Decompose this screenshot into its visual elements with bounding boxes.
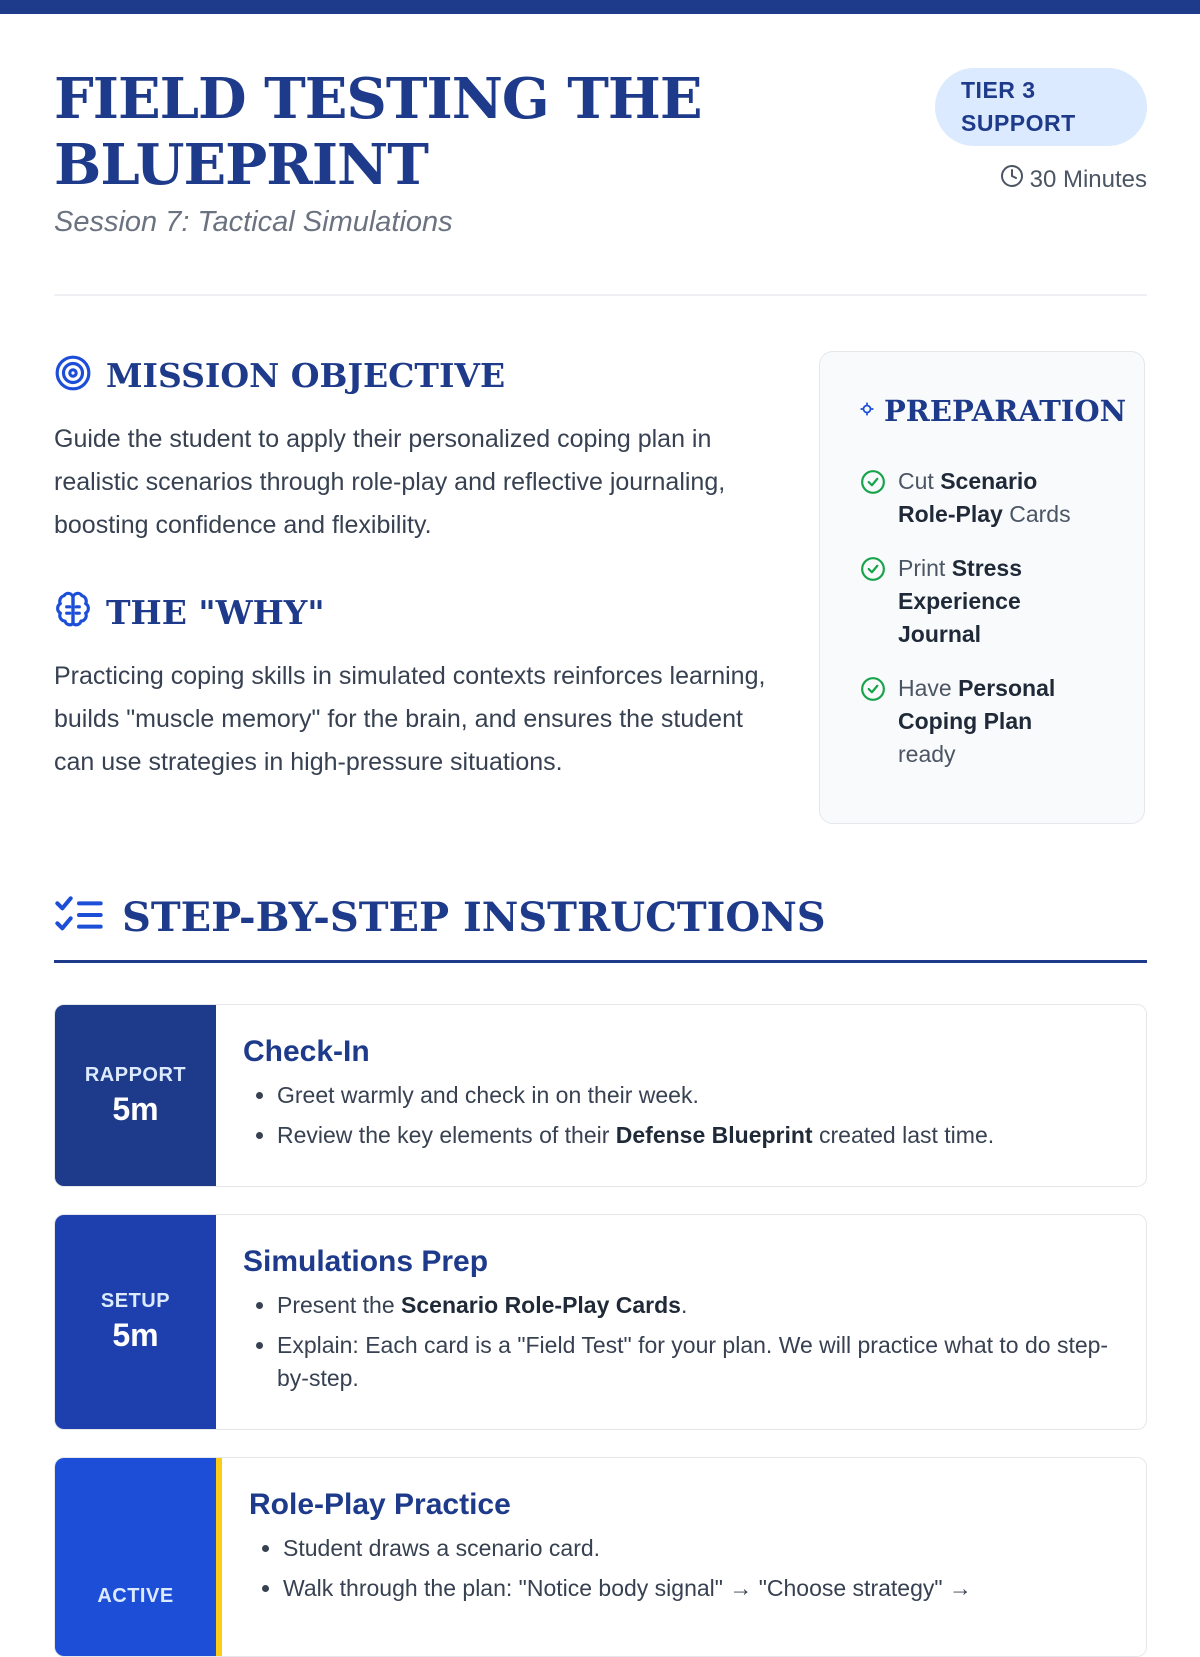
step-content <box>243 1035 1126 1159</box>
checklist-icon <box>54 895 104 940</box>
step-bullet: • Present the Scenario Role-Play Cards. <box>277 1289 1126 1322</box>
step-bullet: • Greet warmly and check in on their week. <box>277 1079 1126 1112</box>
steps-heading-text: STEP-BY-STEP INSTRUCTIONS <box>122 894 826 941</box>
active-step-accent <box>216 1458 222 1656</box>
duration-text: 30 Minutes <box>1029 165 1147 193</box>
preparation-card <box>819 351 1145 824</box>
step-title: Simulations Prep <box>243 1245 489 1278</box>
prep-item-text: Have Personal Coping Plan ready <box>898 675 1056 767</box>
page-title: FIELD TESTING THE BLUEPRINT <box>54 66 702 198</box>
brain-icon <box>54 591 92 634</box>
step-phase-label: RAPPORT <box>84 1063 187 1086</box>
step-bullet: • Review the key elements of their Defense Blueprint created last time. <box>277 1119 1126 1152</box>
step-bullet-list <box>249 1532 1126 1605</box>
top-accent-bar <box>0 0 1200 14</box>
step-bullet-list <box>243 1289 1126 1395</box>
step-phase-block <box>55 1215 216 1429</box>
step-phase-block <box>55 1005 216 1186</box>
steps-heading-rule <box>54 960 1147 963</box>
step-bullet: • Explain: Each card is a "Field Test" for your plan. We will practice what to do step-by-step. <box>277 1329 1126 1395</box>
tier-badge: TIER 3 SUPPORT <box>935 68 1147 146</box>
step-phase-block <box>55 1458 216 1656</box>
step-phase-label: ACTIVE <box>97 1584 174 1607</box>
preparation-heading <box>860 394 1126 428</box>
check-circle-icon <box>860 465 886 531</box>
why-text: Practicing coping skills in simulated contexts reinforces learning, builds "muscle memory" for the brain, and ensures the student can use strategies in high-pressure situations. <box>54 662 766 776</box>
step-card-active <box>54 1457 1147 1657</box>
step-bullet: • Student draws a scenario card. <box>283 1532 1126 1565</box>
step-card-rapport <box>54 1004 1147 1187</box>
mission-text: Guide the student to apply their personalized coping plan in realistic scenarios through role-play and reflective journaling, boosting confidence and flexibility. <box>54 425 726 539</box>
step-phase-label: SETUP <box>100 1290 171 1312</box>
step-duration: 5m <box>112 1090 159 1127</box>
step-title: Check-In <box>243 1035 370 1068</box>
why-heading <box>54 591 325 634</box>
prep-item <box>860 465 1078 531</box>
steps-heading <box>54 894 826 941</box>
step-duration: 5m <box>112 1317 159 1353</box>
prep-item-text: Cut Scenario Role-Play Cards <box>898 468 1071 527</box>
prep-item <box>860 552 1078 651</box>
gear-icon <box>860 402 874 421</box>
step-content <box>243 1245 1126 1402</box>
clock-icon <box>1000 164 1024 195</box>
mission-heading <box>54 354 505 397</box>
preparation-heading-text: PREPARATION <box>884 394 1127 428</box>
session-subtitle: Session 7: Tactical Simulations <box>54 206 453 238</box>
mission-heading-text: MISSION OBJECTIVE <box>106 356 506 395</box>
step-title: Role-Play Practice <box>249 1488 511 1521</box>
page-header <box>54 66 1147 239</box>
step-content <box>249 1488 1126 1612</box>
check-circle-icon <box>860 552 886 651</box>
step-bullet-list <box>243 1079 1126 1152</box>
step-card-setup <box>54 1214 1147 1430</box>
why-heading-text: THE "WHY" <box>106 593 325 632</box>
target-icon <box>54 354 92 397</box>
header-divider <box>54 294 1147 296</box>
check-circle-icon <box>860 672 886 771</box>
prep-item <box>860 672 1078 771</box>
prep-item-text: Print Stress Experience Journal <box>898 555 1023 647</box>
duration-indicator <box>1000 164 1147 195</box>
step-bullet: • Walk through the plan: "Notice body signal" → "Choose strategy" → <box>283 1572 1126 1605</box>
